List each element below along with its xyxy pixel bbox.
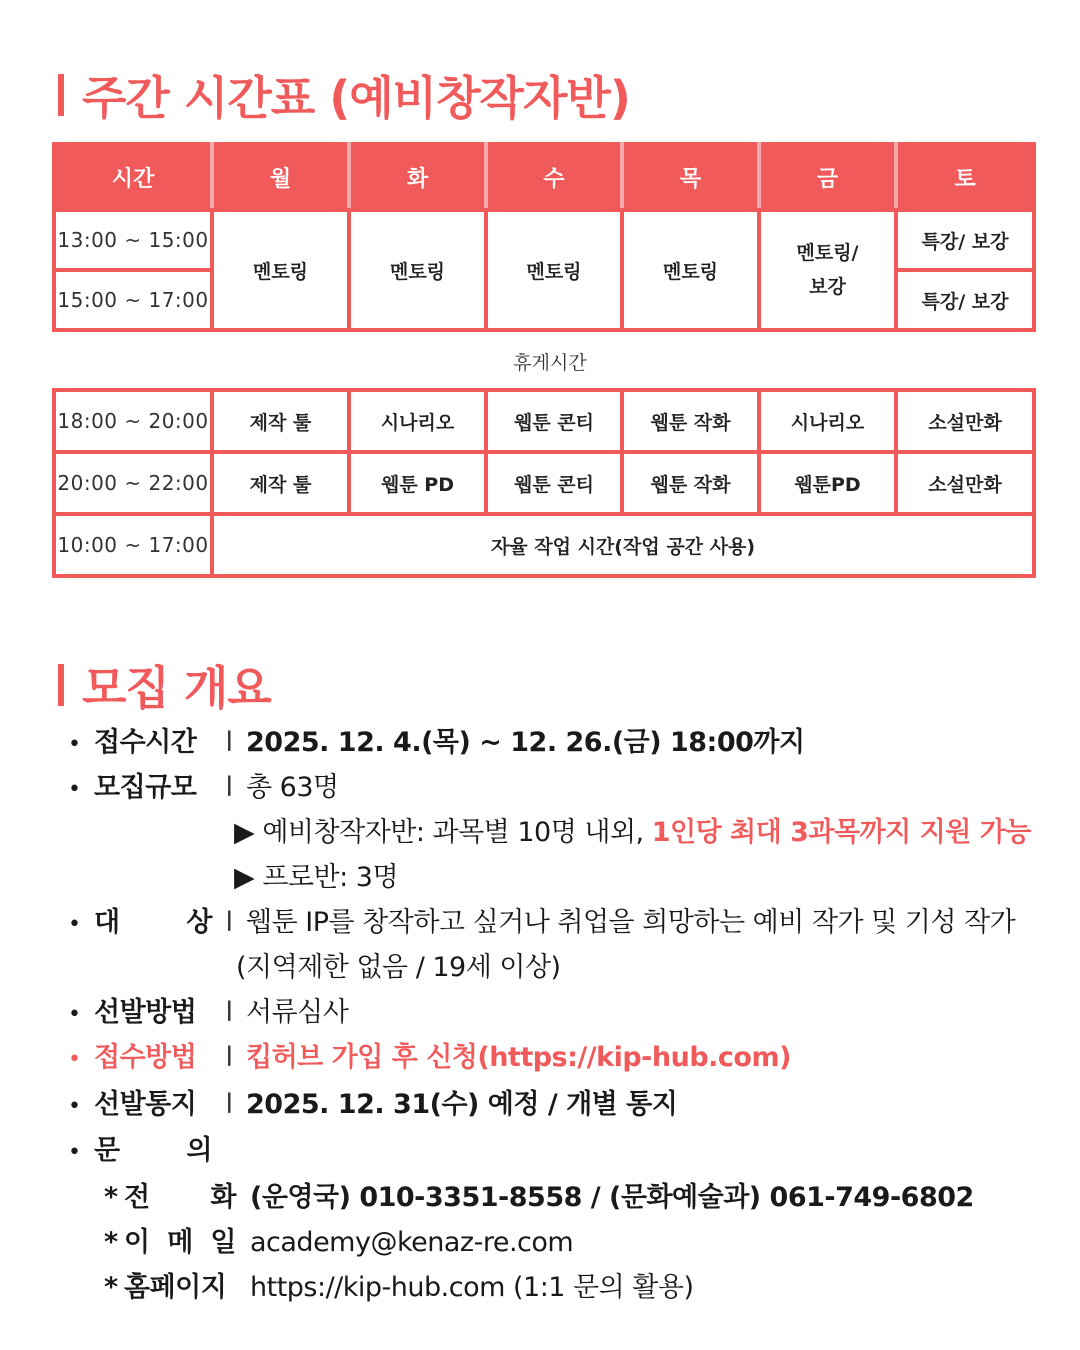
time-cell: 18:00 ~ 20:00 (54, 390, 212, 452)
list-item (68, 1035, 791, 1074)
timetable-afternoon (52, 142, 1036, 332)
title-accent-bar (58, 664, 64, 706)
list-item (68, 990, 348, 1029)
contact-label-b: 일 (210, 1227, 236, 1258)
cell-wed: 멘토링 (486, 210, 622, 330)
value-selection: 서류심사 (246, 997, 349, 1028)
cell-sat: 특강/ 보강 (896, 270, 1034, 330)
bullet: • (68, 777, 81, 802)
bullet: • (68, 1094, 81, 1119)
header-wed: 수 (486, 144, 622, 210)
separator: l (225, 1042, 233, 1073)
cell: 제작 툴 (212, 452, 349, 514)
schedule-title (58, 62, 630, 128)
table-row (54, 452, 1034, 514)
header-time: 시간 (54, 144, 212, 210)
separator: l (225, 907, 233, 938)
cell: 시나리오 (349, 390, 486, 452)
cell-thu: 멘토링 (622, 210, 759, 330)
table-row (54, 514, 1034, 576)
cell: 웹툰 PD (349, 452, 486, 514)
label-target-a: 대 (94, 907, 120, 938)
title-accent-bar (58, 74, 64, 116)
contact-email (104, 1220, 573, 1259)
target-sub: (지역제한 없음 / 19세 이상) (236, 952, 561, 983)
contact-phone (104, 1175, 974, 1214)
contact-label-m: 메 (167, 1227, 193, 1258)
cell-fri-text: 멘토링/ 보강 (796, 242, 859, 298)
label-selection: 선발방법 (94, 997, 197, 1028)
value-notice: 2025. 12. 31(수) 예정 / 개별 통지 (246, 1089, 678, 1120)
value-apply: 킵허브 가입 후 신청(https://kip-hub.com) (246, 1042, 791, 1073)
contact-label-a: 이 (124, 1227, 150, 1258)
label-target-b: 상 (186, 907, 212, 938)
contact-label: 홈페이지 (124, 1272, 227, 1303)
value-period: 2025. 12. 4.(목) ~ 12. 26.(금) 18:00까지 (246, 727, 805, 758)
list-item (68, 765, 339, 804)
contact-label-b: 화 (210, 1182, 236, 1213)
contact-email-value[interactable]: academy@kenaz-re.com (250, 1227, 574, 1258)
contact-phone-value: (운영국) 010-3351-8558 / (문화예술과) 061-749-6802 (250, 1182, 974, 1213)
star: * (104, 1227, 118, 1258)
value-target: 웹툰 IP를 창작하고 싶거나 취업을 희망하는 예비 작가 및 기성 작가 (246, 907, 1016, 938)
bullet: • (68, 1002, 81, 1027)
timetable-header-row (54, 144, 1034, 210)
cell-free-work: 자율 작업 시간(작업 공간 사용) (212, 514, 1034, 576)
cell: 웹툰PD (759, 452, 896, 514)
list-item (68, 1128, 212, 1167)
list-item (68, 1082, 677, 1121)
header-sat: 토 (896, 144, 1034, 210)
time-cell: 10:00 ~ 17:00 (54, 514, 212, 576)
table-row (54, 210, 1034, 270)
label-scale: 모집규모 (94, 772, 197, 803)
label-inquiry-b: 의 (186, 1135, 212, 1166)
header-mon: 월 (212, 144, 349, 210)
separator: l (225, 727, 233, 758)
contact-label-a: 전 (124, 1182, 150, 1213)
cell-sat: 특강/ 보강 (896, 210, 1034, 270)
scale-sub1-highlight: 1인당 최대 3과목까지 지원 가능 (651, 817, 1031, 848)
header-thu: 목 (622, 144, 759, 210)
label-notice: 선발통지 (94, 1089, 197, 1120)
timetable-evening (52, 388, 1036, 578)
star: * (104, 1272, 118, 1303)
contact-label (124, 1220, 236, 1259)
label-period: 접수시간 (94, 727, 197, 758)
value-scale: 총 63명 (246, 772, 339, 803)
contact-homepage (104, 1265, 694, 1304)
cell: 제작 툴 (212, 390, 349, 452)
recruit-title (58, 652, 271, 718)
label-inquiry (94, 1128, 212, 1167)
scale-sub1 (234, 810, 1031, 849)
header-tue: 화 (349, 144, 486, 210)
break-label: 휴게시간 (513, 352, 587, 374)
time-cell: 20:00 ~ 22:00 (54, 452, 212, 514)
bullet: • (68, 1140, 81, 1165)
cell: 소설만화 (896, 390, 1034, 452)
bullet: • (68, 732, 81, 757)
table-row (54, 390, 1034, 452)
cell: 시나리오 (759, 390, 896, 452)
bullet: • (68, 912, 81, 937)
separator: l (225, 1089, 233, 1120)
cell-mon: 멘토링 (212, 210, 349, 330)
label-inquiry-a: 문 (94, 1135, 120, 1166)
schedule-title-text: 주간 시간표 (예비창작자반) (82, 71, 630, 125)
scale-sub1-text: ▶ 예비창작자반: 과목별 10명 내외, (234, 817, 652, 848)
separator: l (225, 997, 233, 1028)
list-item (68, 900, 1015, 939)
cell: 소설만화 (896, 452, 1034, 514)
bullet: • (68, 1047, 81, 1072)
label-apply: 접수방법 (94, 1042, 197, 1073)
label-target (94, 900, 212, 939)
cell-tue: 멘토링 (349, 210, 486, 330)
recruit-title-text: 모집 개요 (82, 661, 271, 715)
contact-homepage-value[interactable]: https://kip-hub.com (1:1 문의 활용) (250, 1272, 694, 1303)
scale-sub2: ▶ 프로반: 3명 (234, 862, 399, 893)
cell: 웹툰 콘티 (486, 452, 622, 514)
time-cell: 15:00 ~ 17:00 (54, 270, 212, 330)
header-fri: 금 (759, 144, 896, 210)
list-item (68, 720, 805, 759)
cell: 웹툰 작화 (622, 452, 759, 514)
star: * (104, 1182, 118, 1213)
cell-fri (759, 210, 896, 330)
time-cell: 13:00 ~ 15:00 (54, 210, 212, 270)
cell: 웹툰 콘티 (486, 390, 622, 452)
separator: l (225, 772, 233, 803)
contact-label (124, 1175, 236, 1214)
cell: 웹툰 작화 (622, 390, 759, 452)
